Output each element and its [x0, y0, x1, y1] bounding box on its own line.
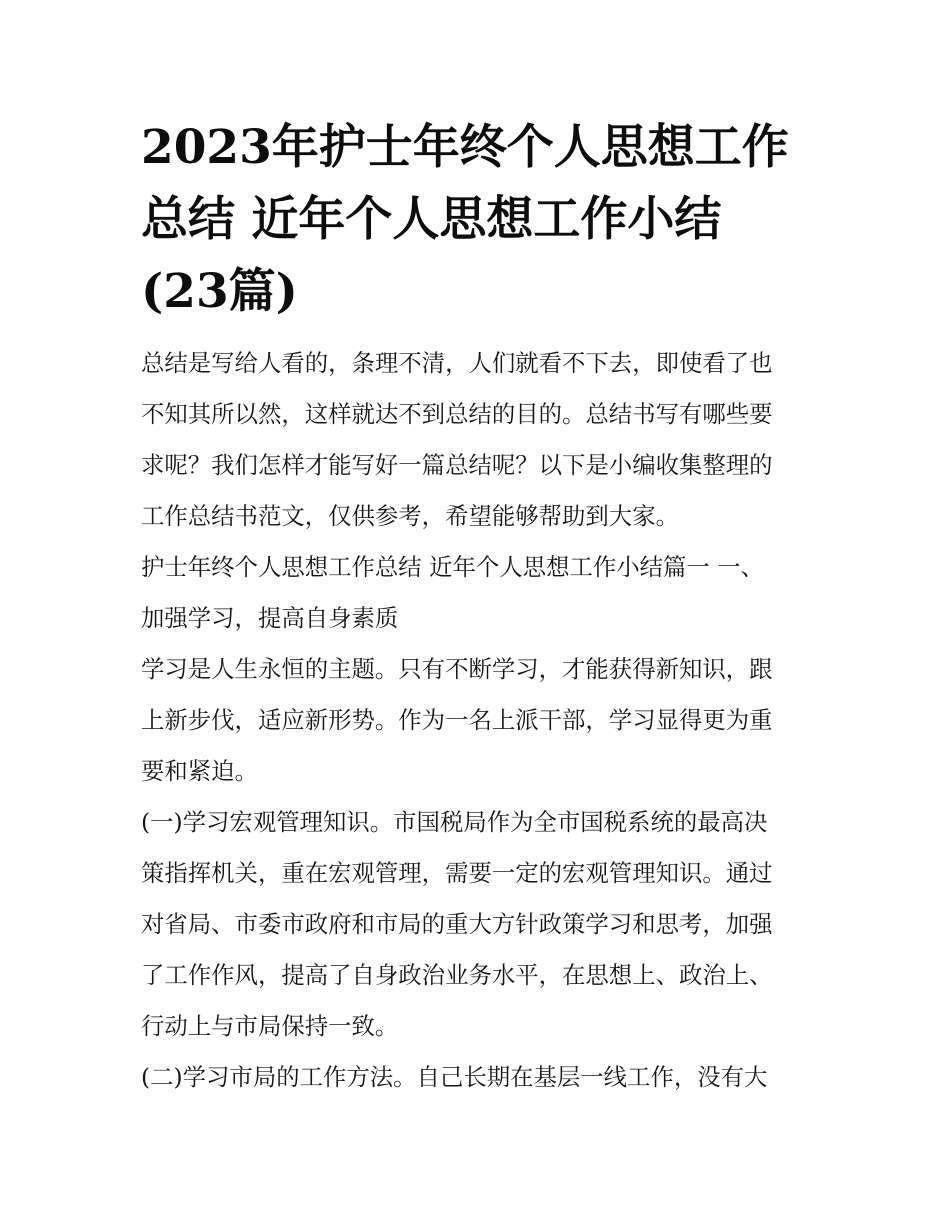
body-line: (二)学习市局的工作方法。自己长期在基层一线工作，没有大	[141, 1063, 768, 1091]
body-line: 工作总结书范文，仅供参考，希望能够帮助到大家。	[141, 502, 679, 530]
body-line: 总结是写给人看的，条理不清，人们就看不下去，即使看了也	[141, 349, 773, 377]
document-title	[141, 112, 813, 328]
body-line: 不知其所以然，这样就达不到总结的目的。总结书写有哪些要	[141, 400, 773, 428]
document-body	[141, 338, 813, 1103]
body-line: 策指挥机关，重在宏观管理，需要一定的宏观管理知识。通过	[141, 859, 773, 887]
title-line: 总结 近年个人思想工作小结	[141, 192, 722, 247]
title-line: (23篇)	[141, 264, 298, 319]
section-heading-line: 加强学习，提高自身素质	[141, 604, 399, 632]
body-line: 了工作作风，提高了自身政治业务水平，在思想上、政治上、	[141, 961, 773, 989]
body-line: 学习是人生永恒的主题。只有不断学习，才能获得新知识，跟	[141, 655, 773, 683]
body-line: 上新步伐，适应新形势。作为一名上派干部，学习显得更为重	[141, 706, 773, 734]
title-line: 2023年护士年终个人思想工作	[141, 120, 789, 175]
body-line: 对省局、市委市政府和市局的重大方针政策学习和思考，加强	[141, 910, 773, 938]
body-line: 求呢？我们怎样才能写好一篇总结呢？以下是小编收集整理的	[141, 451, 773, 479]
body-line: (一)学习宏观管理知识。市国税局作为全市国税系统的最高决	[141, 808, 768, 836]
body-line: 行动上与市局保持一致。	[141, 1012, 399, 1040]
section-heading-line: 护士年终个人思想工作总结 近年个人思想工作小结篇一 一、	[141, 553, 765, 581]
document-content	[141, 112, 813, 1103]
body-line: 要和紧迫。	[141, 757, 258, 785]
